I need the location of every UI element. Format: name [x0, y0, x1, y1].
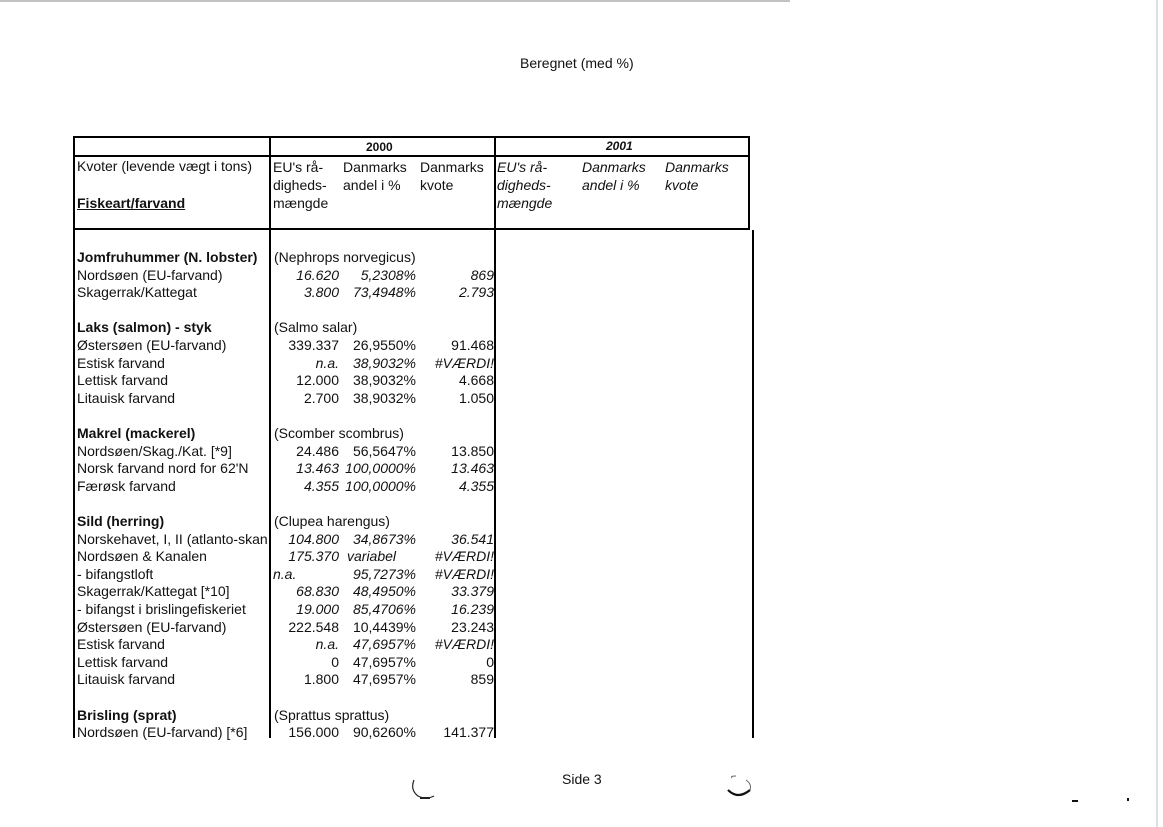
row-quota: 91.468: [451, 337, 494, 353]
row-eu-amount: 4.355: [303, 477, 339, 494]
row-quota: 4.668: [458, 372, 494, 389]
row-eu-amount: 1.800: [303, 671, 339, 688]
col-header-eu-2001-text: EU's rå- digheds- mængde: [497, 159, 553, 211]
row-eu-amount: 175.370: [288, 548, 339, 565]
row-area-label: Nordsøen (EU-farvand) [*6]: [77, 724, 248, 741]
row-share-percent: 56,5647%: [352, 442, 416, 459]
row-eu-amount: 222.548: [288, 618, 339, 635]
row-area-label: Norsk farvand nord for 62'N: [77, 460, 249, 477]
page-header: Beregnet (med %): [520, 55, 634, 71]
row-share-percent: 100,0000%: [345, 460, 416, 477]
scan-mark-left: [408, 776, 440, 802]
row-share-percent: 26,9550%: [352, 337, 416, 353]
row-quota: 4.355: [458, 477, 494, 494]
section-title: Jomfruhummer (N. lobster): [77, 249, 258, 265]
row-share-percent: 38,9032%: [352, 354, 416, 371]
row-eu-amount: 2.700: [303, 389, 339, 406]
row-eu-amount: 104.800: [288, 530, 339, 547]
row-eu-amount: 0: [331, 653, 339, 670]
col-header-quota-2000-text: Danmarks kvote: [420, 159, 484, 193]
row-quota: 869: [470, 266, 494, 283]
row-quota: 36.541: [451, 530, 494, 547]
col-header-share-2001: [582, 158, 646, 194]
row-quota: 33.379: [451, 583, 494, 600]
section-latin-name: (Sprattus sprattus): [274, 706, 390, 723]
scan-speck-2: [1127, 798, 1129, 801]
row-header-species: Fiskeart/farvand: [77, 195, 186, 211]
section-title: Sild (herring): [77, 513, 165, 529]
row-share-percent: 95,7273%: [352, 565, 416, 582]
col-header-share-2000-text: Danmarks andel i %: [343, 159, 407, 193]
row-share-percent: 73,4948%: [352, 284, 416, 301]
row-eu-amount: 24.486: [296, 442, 339, 459]
row-area-label: Færøsk farvand: [77, 477, 176, 494]
col-header-share-2000: [343, 158, 407, 194]
row-area-label: Estisk farvand: [77, 354, 165, 371]
section-latin-name: (Nephrops norvegicus): [274, 249, 416, 265]
table-col-divider-area: [269, 136, 271, 738]
row-eu-amount: 156.000: [288, 724, 339, 741]
row-quota: 141.377: [443, 724, 494, 741]
row-share-percent: 5,2308%: [360, 266, 416, 283]
row-eu-amount: 339.337: [288, 337, 339, 353]
section-latin-name: (Salmo salar): [274, 319, 358, 336]
table-right-border-header: [748, 136, 750, 230]
row-area-label: - bifangstloft: [77, 565, 154, 582]
row-quota: #VÆRDI!: [434, 636, 494, 653]
row-share-percent: 10,4439%: [352, 618, 416, 635]
row-share-percent: 47,6957%: [352, 636, 416, 653]
col-header-quota-2001-text: Danmarks kvote: [665, 159, 729, 193]
section-title: Makrel (mackerel): [77, 425, 196, 441]
table-header-divider: [73, 155, 750, 157]
row-share-percent: 47,6957%: [352, 653, 416, 670]
row-area-label: Norskehavet, I, II (atlanto-skan: [77, 530, 268, 547]
row-eu-amount: n.a.: [315, 354, 339, 371]
row-eu-amount: 3.800: [303, 284, 339, 301]
row-share-percent: 90,6260%: [352, 724, 416, 741]
row-quota: 13.463: [451, 460, 494, 477]
row-area-label: - bifangst i brislingefiskeriet: [77, 601, 246, 617]
row-share-percent: 48,4950%: [352, 583, 416, 600]
row-share-percent: 100,0000%: [345, 477, 416, 494]
row-eu-amount: 16.620: [296, 266, 339, 283]
col-header-eu-2000: [273, 158, 328, 212]
row-eu-amount: 12.000: [296, 372, 339, 389]
col-header-eu-2000-text: EU's rå- digheds- mængde: [273, 159, 329, 211]
row-area-label: Litauisk farvand: [77, 389, 176, 406]
row-share-percent: 47,6957%: [352, 671, 416, 688]
row-eu-amount: n.a.: [273, 565, 297, 582]
section-latin-name: (Scomber scombrus): [274, 425, 404, 441]
row-eu-amount: 68.830: [296, 583, 339, 600]
row-area-label: Nordsøen & Kanalen: [77, 548, 207, 565]
row-area-label: Nordsøen/Skag./Kat. [*9]: [77, 442, 232, 459]
section-title: Laks (salmon) - styk: [77, 319, 212, 336]
year-2000-header: 2000: [366, 140, 393, 154]
page-footer: Side 3: [562, 771, 602, 787]
row-share-percent: 38,9032%: [352, 389, 416, 406]
row-area-label: Lettisk farvand: [77, 372, 169, 389]
row-quota: #VÆRDI!: [434, 354, 494, 371]
col-header-quota-2001: [665, 158, 729, 194]
row-area-label: Litauisk farvand: [77, 671, 176, 688]
row-quota: #VÆRDI!: [434, 548, 494, 565]
row-quota: 859: [470, 671, 494, 688]
row-share-percent: 34,8673%: [352, 530, 416, 547]
year-2001-header: 2001: [606, 139, 633, 153]
row-header-quota-unit: Kvoter (levende vægt i tons): [77, 158, 253, 174]
row-area-label: Nordsøen (EU-farvand): [77, 266, 223, 283]
row-quota: 2.793: [458, 284, 494, 301]
row-share-percent: variabel: [347, 548, 397, 565]
row-eu-amount: n.a.: [315, 636, 339, 653]
table-right-border-body: [752, 230, 754, 738]
row-area-label: Estisk farvand: [77, 636, 165, 653]
col-header-eu-2001: [497, 158, 552, 212]
scan-mark-right: [724, 774, 756, 802]
scan-speck-1: [1072, 800, 1078, 802]
row-quota: 16.239: [451, 601, 494, 617]
section-title: Brisling (sprat): [77, 706, 177, 723]
table-left-border: [73, 136, 75, 738]
row-eu-amount: 19.000: [296, 601, 339, 617]
row-share-percent: 38,9032%: [352, 372, 416, 389]
row-eu-amount: 13.463: [296, 460, 339, 477]
scan-right-edge: [1156, 0, 1158, 827]
row-share-percent: 85,4706%: [352, 601, 416, 617]
row-quota: 1.050: [458, 389, 494, 406]
col-header-share-2001-text: Danmarks andel i %: [582, 159, 646, 193]
row-quota: 13.850: [451, 442, 494, 459]
row-quota: 0: [486, 653, 494, 670]
row-area-label: Østersøen (EU-farvand): [77, 618, 227, 635]
row-area-label: Skagerrak/Kattegat [*10]: [77, 583, 230, 600]
table-header-bottom-border: [73, 228, 750, 230]
row-area-label: Østersøen (EU-farvand): [77, 337, 227, 353]
section-latin-name: (Clupea harengus): [274, 513, 390, 529]
row-area-label: Lettisk farvand: [77, 653, 169, 670]
table-top-border: [73, 136, 750, 138]
row-quota: #VÆRDI!: [434, 565, 494, 582]
row-quota: 23.243: [451, 618, 494, 635]
table-col-divider-quota-2000: [494, 136, 496, 738]
row-area-label: Skagerrak/Kattegat: [77, 284, 197, 301]
scan-top-rule: [0, 0, 790, 2]
col-header-quota-2000: [420, 158, 484, 194]
